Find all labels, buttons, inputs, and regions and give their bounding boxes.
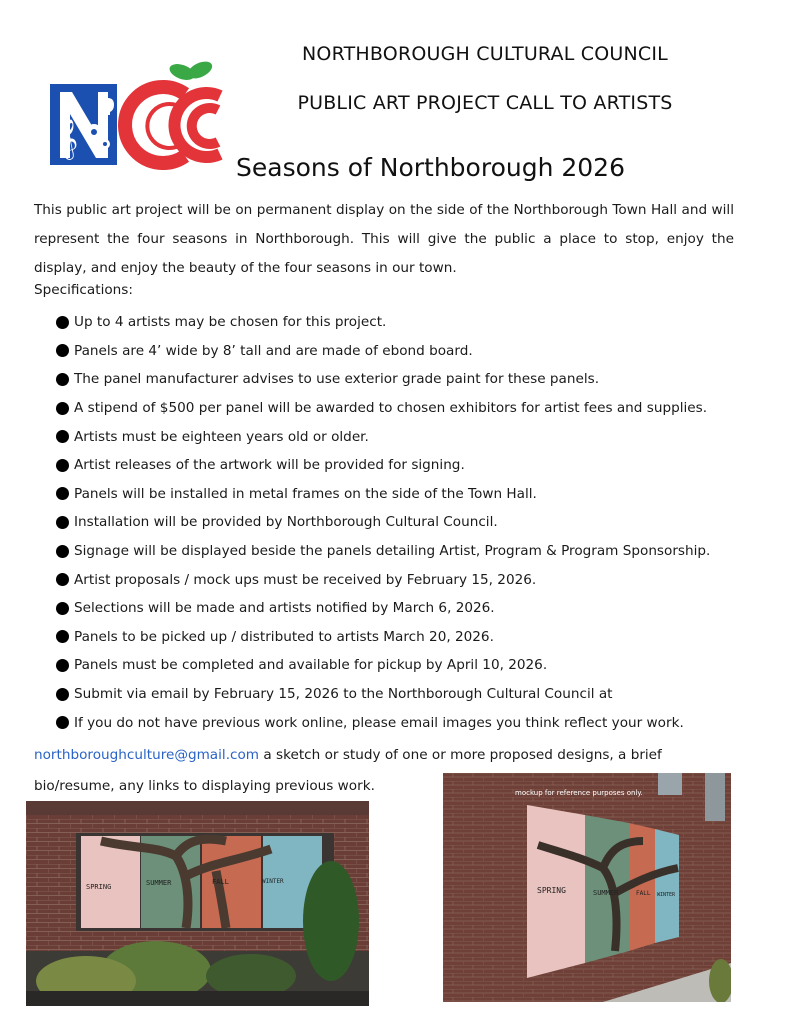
- specifications-list: [56, 308, 756, 737]
- bullet-icon: [56, 487, 69, 500]
- installed-panels-photo: [26, 801, 369, 1006]
- panel-fall: [202, 836, 261, 928]
- list-item: Panels are 4’ wide by 8’ tall and are made of ebond board.: [56, 337, 756, 366]
- bullet-icon: [56, 402, 69, 415]
- intro-paragraph: This public art project will be on permanent display on the side of the Northborough Town Hall and will represent the four seasons in Northborough. This will give the public a place to stop, enjoy the display, and enjoy the beauty of the four seasons in our town.: [34, 202, 734, 276]
- bullet-icon: [56, 602, 69, 615]
- list-item: If you do not have previous work online, please email images you think reflect your work.: [56, 708, 756, 737]
- list-item: Signage will be displayed beside the panels detailing Artist, Program & Program Sponsorship.: [56, 537, 756, 566]
- council-name: NORTHBOROUGH CULTURAL COUNCIL: [302, 43, 668, 65]
- bullet-icon: [56, 573, 69, 586]
- bullet-icon: [56, 430, 69, 443]
- bullet-icon: [56, 373, 69, 386]
- list-item: Artists must be eighteen years old or older.: [56, 422, 756, 451]
- bullet-icon: [56, 545, 69, 558]
- submission-details: northboroughculture@gmail.com a sketch or study of one or more proposed designs, a brief bio/resume, any links to displaying previous work.: [34, 747, 662, 794]
- list-item: Panels must be completed and available for pickup by April 10, 2026.: [56, 651, 756, 680]
- mockup-caption: mockup for reference purposes only.: [515, 789, 643, 797]
- list-item: Selections will be made and artists notified by March 6, 2026.: [56, 594, 756, 623]
- logo-c-letters: [125, 87, 228, 163]
- panel-label-winter: WINTER: [657, 892, 676, 898]
- mockup-photo: [443, 773, 731, 1002]
- panel-label-spring: SPRING: [86, 883, 112, 891]
- panel-label-winter: WINTER: [262, 878, 284, 885]
- list-item: A stipend of $500 per panel will be awarded to chosen exhibitors for artist fees and supplies.: [56, 394, 756, 423]
- panel-label-fall: FALL: [212, 878, 229, 886]
- list-item: Artist releases of the artwork will be provided for signing.: [56, 451, 756, 480]
- bullet-icon: [56, 344, 69, 357]
- bullet-icon: [56, 516, 69, 529]
- logo-n-block: [50, 84, 117, 165]
- ncc-logo: [50, 58, 235, 170]
- svg-text:𝄞: 𝄞: [58, 119, 79, 159]
- list-item: Submit via email by February 15, 2026 to the Northborough Cultural Council at: [56, 680, 756, 709]
- project-subtitle: PUBLIC ART PROJECT CALL TO ARTISTS: [297, 92, 673, 114]
- bullet-icon: [56, 459, 69, 472]
- list-item: The panel manufacturer advises to use exterior grade paint for these panels.: [56, 365, 756, 394]
- bullet-icon: [56, 688, 69, 701]
- panel-label-fall: FALL: [636, 890, 651, 897]
- panel-winter: [655, 829, 679, 943]
- specifications-label: Specifications:: [34, 282, 133, 298]
- page-title: Seasons of Northborough 2026: [236, 153, 625, 182]
- bullet-icon: [56, 316, 69, 329]
- list-item: Panels will be installed in metal frames on the side of the Town Hall.: [56, 480, 756, 509]
- logo-leaves: [167, 58, 214, 83]
- list-item: Installation will be provided by Northborough Cultural Council.: [56, 508, 756, 537]
- bullet-icon: [56, 716, 69, 729]
- panel-label-summer: SUMMER: [146, 879, 172, 887]
- panel-label-summer: SUMMER: [593, 889, 619, 897]
- bullet-icon: [56, 659, 69, 672]
- list-item: Panels to be picked up / distributed to artists March 20, 2026.: [56, 623, 756, 652]
- list-item: Up to 4 artists may be chosen for this project.: [56, 308, 756, 337]
- panel-label-spring: SPRING: [537, 886, 566, 895]
- list-item: Artist proposals / mock ups must be received by February 15, 2026.: [56, 565, 756, 594]
- bullet-icon: [56, 630, 69, 643]
- email-link[interactable]: northboroughculture@gmail.com: [34, 747, 260, 763]
